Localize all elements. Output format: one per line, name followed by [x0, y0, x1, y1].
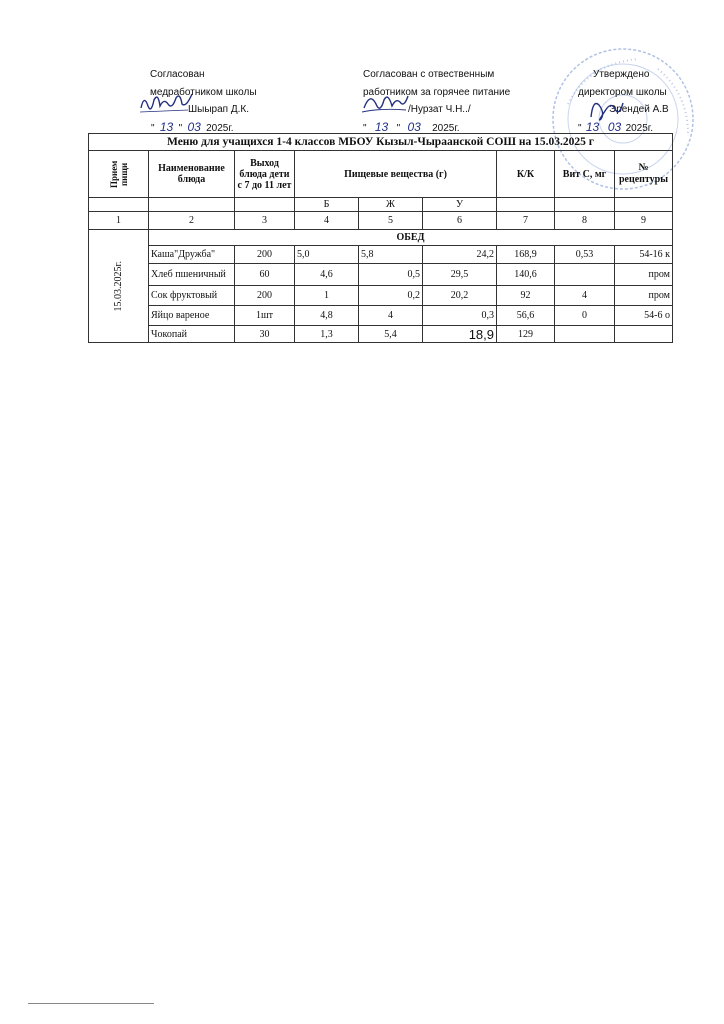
recipe-number: пром	[615, 286, 673, 306]
carbs: 0,3	[423, 306, 497, 326]
portion: 1шт	[235, 306, 295, 326]
fat: 0,5	[359, 264, 423, 286]
column-number: 7	[497, 212, 555, 230]
fat: 5,8	[359, 246, 423, 264]
dish-name: Чокопай	[149, 326, 235, 343]
calories: 56,6	[497, 306, 555, 326]
meal-date: 15.03.2025г.	[89, 230, 149, 343]
right-approval-line1: Утверждено	[593, 69, 650, 80]
left-approval-line2: медработником школы	[150, 87, 257, 98]
protein: 4,6	[295, 264, 359, 286]
vitamin-c: 0,53	[555, 246, 615, 264]
table-row	[89, 286, 673, 306]
column-number: 5	[359, 212, 423, 230]
portion: 60	[235, 264, 295, 286]
header-meal: Прием пищи	[89, 151, 149, 198]
left-approval-line1: Согласован	[150, 69, 205, 80]
dish-name: Каша"Дружба"	[149, 246, 235, 264]
header-nutrients: Пищевые вещества (г)	[295, 151, 497, 198]
column-number: 4	[295, 212, 359, 230]
calories: 140,6	[497, 264, 555, 286]
protein: 1,3	[295, 326, 359, 343]
table-row	[89, 326, 673, 343]
header-dish: Наименование блюда	[149, 151, 235, 198]
protein: 4,8	[295, 306, 359, 326]
recipe-number: 54-6 о	[615, 306, 673, 326]
portion: 200	[235, 246, 295, 264]
column-number: 2	[149, 212, 235, 230]
subheader-u: У	[423, 198, 497, 212]
table-row	[89, 306, 673, 326]
header-kk: К/К	[497, 151, 555, 198]
middle-approval-date: " 13 " 03 2025г.	[363, 120, 460, 134]
right-signature	[585, 95, 625, 125]
right-approval-name: Эрендей А.В	[609, 104, 669, 115]
middle-signature	[360, 90, 410, 120]
column-number: 6	[423, 212, 497, 230]
calories: 129	[497, 326, 555, 343]
header-portion: Выход блюда дети с 7 до 11 лет	[235, 151, 295, 198]
column-number: 1	[89, 212, 149, 230]
vitamin-c: 0	[555, 306, 615, 326]
portion: 200	[235, 286, 295, 306]
header-recipe: № рецептуры	[615, 151, 673, 198]
middle-approval-name: /Нурзат Ч.Н../	[408, 104, 471, 115]
carbs: 24,2	[423, 246, 497, 264]
menu-table	[88, 133, 673, 343]
table-row	[89, 246, 673, 264]
dish-name: Хлеб пшеничный	[149, 264, 235, 286]
column-number: 3	[235, 212, 295, 230]
left-signature	[138, 88, 196, 118]
protein: 1	[295, 286, 359, 306]
left-approval-name: Шыырап Д.К.	[188, 104, 250, 115]
right-approval-date: " 13 03 2025г.	[578, 120, 654, 134]
dish-name: Яйцо вареное	[149, 306, 235, 326]
vitamin-c: 4	[555, 286, 615, 306]
column-number: 8	[555, 212, 615, 230]
calories: 168,9	[497, 246, 555, 264]
table-row	[89, 264, 673, 286]
footer-rule	[28, 1003, 154, 1004]
column-number: 9	[615, 212, 673, 230]
carbs: 20,2	[423, 286, 497, 306]
middle-approval-line1: Согласован с отвественным	[363, 69, 495, 80]
subheader-zh: Ж	[359, 198, 423, 212]
carbs: 18,9	[423, 326, 497, 343]
portion: 30	[235, 326, 295, 343]
carbs: 29,5	[423, 264, 497, 286]
menu-title: Меню для учащихся 1-4 классов МБОУ Кызыл-Чыраанской СОШ на 15.03.2025 г	[89, 134, 673, 151]
fat: 5,4	[359, 326, 423, 343]
calories: 92	[497, 286, 555, 306]
fat: 4	[359, 306, 423, 326]
right-approval-line2: директором школы	[578, 87, 667, 98]
header-vitc: Вит С, мг	[555, 151, 615, 198]
dish-name: Сок фруктовый	[149, 286, 235, 306]
recipe-number: 54-16 к	[615, 246, 673, 264]
vitamin-c	[555, 264, 615, 286]
subheader-b: Б	[295, 198, 359, 212]
vitamin-c	[555, 326, 615, 343]
recipe-number: пром	[615, 264, 673, 286]
section-lunch: ОБЕД	[149, 230, 673, 246]
recipe-number	[615, 326, 673, 343]
protein: 5,0	[295, 246, 359, 264]
fat: 0,2	[359, 286, 423, 306]
middle-approval-line2: работником за горячее питание	[363, 87, 511, 98]
left-approval-date: " 13 " 03 2025г.	[151, 120, 234, 134]
